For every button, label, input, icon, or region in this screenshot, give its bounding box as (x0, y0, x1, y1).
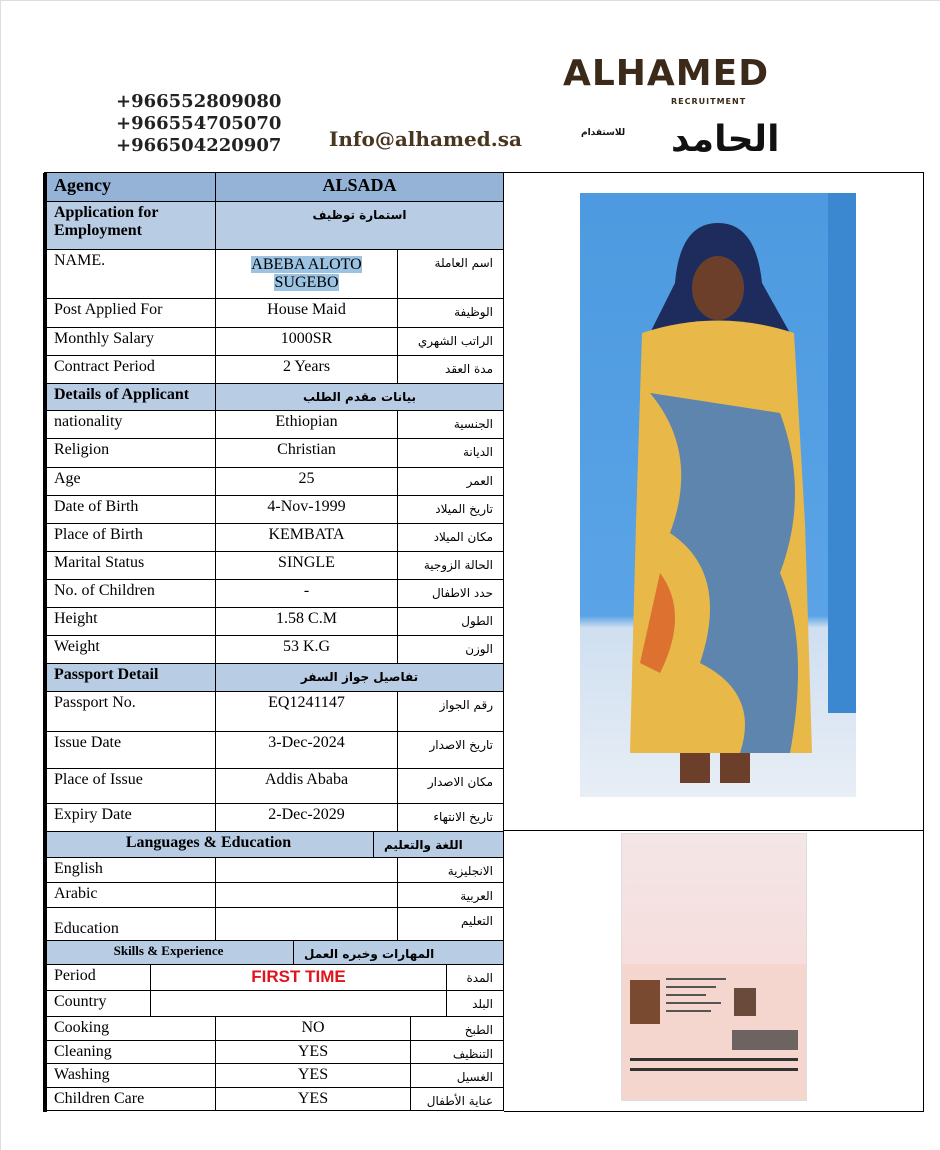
passport-row-value: Addis Ababa (216, 769, 398, 804)
detail-row-value: SINGLE (216, 552, 398, 580)
job-row-value: 2 Years (216, 356, 398, 384)
passport-image (622, 834, 806, 1100)
job-row-value: 1000SR (216, 328, 398, 356)
applicant-photo (580, 193, 856, 797)
name-label-arabic: اسم العاملة (398, 250, 504, 299)
detail-row-label: Place of Birth (44, 524, 216, 552)
details-label: Details of Applicant (44, 384, 216, 411)
language-row-value (216, 908, 398, 941)
name-label: NAME. (44, 250, 216, 299)
passport-label-arabic: تفاصيل جواز السفر (216, 664, 504, 692)
skill-row-value: NO (216, 1017, 411, 1041)
detail-row-label-arabic: حدد الاطفال (398, 580, 504, 608)
skills-label-arabic: المهارات وخبره العمل (294, 941, 504, 965)
language-row-label-arabic: التعليم (398, 908, 504, 941)
skills-label: Skills & Experience (44, 941, 294, 965)
passport-row-label: Expiry Date (44, 804, 216, 832)
job-row-label-arabic: الراتب الشهري (398, 328, 504, 356)
detail-row-label-arabic: الطول (398, 608, 504, 636)
passport-row-value: EQ1241147 (216, 692, 398, 732)
experience-row-value (151, 991, 447, 1017)
skill-row-label: Cooking (44, 1017, 216, 1041)
language-row-value (216, 858, 398, 883)
detail-row-value: 25 (216, 468, 398, 496)
experience-row-label-arabic: البلد (447, 991, 504, 1017)
passport-label: Passport Detail (44, 664, 216, 692)
detail-row-label-arabic: تاريخ الميلاد (398, 496, 504, 524)
detail-row-label: Marital Status (44, 552, 216, 580)
logo-arabic-subtitle: للاستقدام (581, 128, 626, 138)
logo-subtitle: RECRUITMENT (671, 97, 747, 106)
detail-row-value: 1.58 C.M (216, 608, 398, 636)
alhamed-logo (561, 53, 831, 165)
name-value (216, 250, 398, 299)
skill-row-label-arabic: التنظيف (411, 1041, 504, 1064)
language-row-value (216, 883, 398, 908)
detail-row-value: - (216, 580, 398, 608)
skill-row-value: YES (216, 1064, 411, 1088)
phone-number: +966504220907 (116, 135, 282, 156)
detail-row-value: 4-Nov-1999 (216, 496, 398, 524)
job-row-label-arabic: الوظيفة (398, 299, 504, 328)
passport-row-label: Place of Issue (44, 769, 216, 804)
passport-row-label: Passport No. (44, 692, 216, 732)
detail-row-label: Age (44, 468, 216, 496)
languages-label: Languages & Education (44, 832, 374, 858)
passport-row-label-arabic: رقم الجواز (398, 692, 504, 732)
detail-row-label: No. of Children (44, 580, 216, 608)
agency-value: ALSADA (216, 173, 504, 202)
skill-row-value: YES (216, 1088, 411, 1111)
job-row-label: Monthly Salary (44, 328, 216, 356)
job-row-label-arabic: مدة العقد (398, 356, 504, 384)
phone-number: +966554705070 (116, 113, 282, 134)
skill-row-label-arabic: الطبخ (411, 1017, 504, 1041)
photo-divider (504, 830, 923, 831)
application-label: Application for Employment (44, 202, 216, 250)
detail-row-label: Religion (44, 439, 216, 468)
language-row-label: English (44, 858, 216, 883)
experience-row-label: Period (44, 965, 151, 991)
languages-label-arabic: اللغة والتعليم (374, 832, 504, 858)
detail-row-label-arabic: الديانة (398, 439, 504, 468)
language-row-label: Arabic (44, 883, 216, 908)
agency-label: Agency (44, 173, 216, 202)
language-row-label: Education (44, 908, 216, 941)
detail-row-value: Christian (216, 439, 398, 468)
skill-row-label-arabic: عناية الأطفال (411, 1088, 504, 1111)
detail-row-label: nationality (44, 411, 216, 439)
passport-row-label: Issue Date (44, 732, 216, 769)
detail-row-label: Date of Birth (44, 496, 216, 524)
job-row-value: House Maid (216, 299, 398, 328)
skill-row-value: YES (216, 1041, 411, 1064)
passport-row-label-arabic: مكان الاصدار (398, 769, 504, 804)
language-row-label-arabic: الانجليزية (398, 858, 504, 883)
detail-row-value: 53 K.G (216, 636, 398, 664)
detail-row-label-arabic: الجنسية (398, 411, 504, 439)
detail-row-value: KEMBATA (216, 524, 398, 552)
logo-english: ALHAMED (563, 53, 770, 94)
passport-row-label-arabic: تاريخ الاصدار (398, 732, 504, 769)
experience-row-label: Country (44, 991, 151, 1017)
language-row-label-arabic: العربية (398, 883, 504, 908)
skill-row-label-arabic: الغسيل (411, 1064, 504, 1088)
details-label-arabic: بيانات مقدم الطلب (216, 384, 504, 411)
detail-row-label: Height (44, 608, 216, 636)
phone-numbers (116, 91, 281, 157)
passport-row-value: 3-Dec-2024 (216, 732, 398, 769)
applicant-figure-image (580, 193, 856, 797)
detail-row-label-arabic: مكان الميلاد (398, 524, 504, 552)
detail-row-value: Ethiopian (216, 411, 398, 439)
job-row-label: Contract Period (44, 356, 216, 384)
job-row-label: Post Applied For (44, 299, 216, 328)
skill-row-label: Washing (44, 1064, 216, 1088)
detail-row-label-arabic: الحالة الزوجية (398, 552, 504, 580)
experience-row-label-arabic: المدة (447, 965, 504, 991)
table-left-border (43, 173, 47, 1112)
detail-row-label-arabic: العمر (398, 468, 504, 496)
logo-arabic: الحامد (671, 119, 780, 160)
experience-row-value: FIRST TIME (151, 965, 447, 991)
passport-row-value: 2-Dec-2029 (216, 804, 398, 832)
passport-row-label-arabic: تاريخ الانتهاء (398, 804, 504, 832)
detail-row-label: Weight (44, 636, 216, 664)
email-address: Info@alhamed.sa (329, 127, 522, 151)
detail-row-label-arabic: الوزن (398, 636, 504, 664)
skill-row-label: Children Care (44, 1088, 216, 1111)
skill-row-label: Cleaning (44, 1041, 216, 1064)
applicant-name: ABEBA ALOTO SUGEBO (251, 256, 362, 291)
application-label-arabic: استمارة توظيف (216, 202, 504, 250)
phone-number: +966552809080 (116, 91, 282, 112)
passport-scan (621, 833, 807, 1101)
